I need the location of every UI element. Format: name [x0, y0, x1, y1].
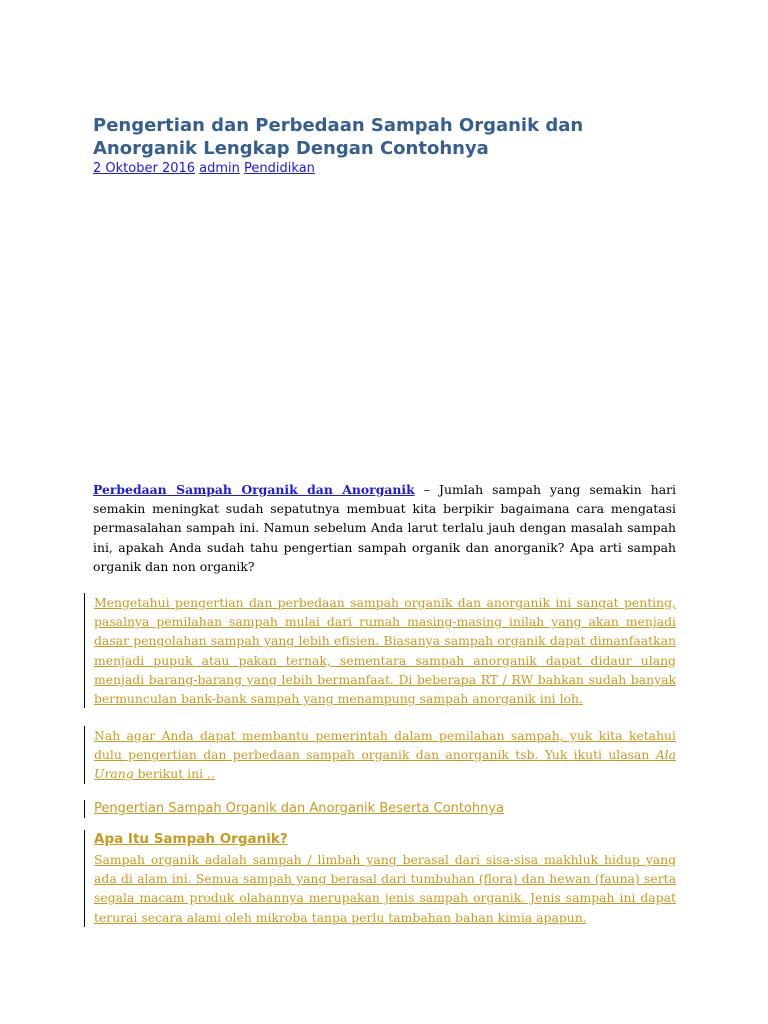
intro-paragraph	[93, 480, 676, 576]
article-meta	[93, 161, 315, 176]
quote-follow-before: Nah agar Anda dapat membantu pemerintah dalam pemilahan sampah, yuk kita ketahui dulu pengertian dan perbedaan sampah organik dan anorganik tsb. Yuk ikuti ulasan	[94, 728, 676, 763]
subsection-heading[interactable]: Apa Itu Sampah Organik?	[94, 831, 288, 847]
date-link[interactable]: 2 Oktober 2016	[93, 161, 196, 176]
blockquote-importance	[84, 593, 676, 708]
quote-follow-italic: Ala Urang	[94, 747, 676, 782]
section-heading[interactable]: Pengertian Sampah Organik dan Anorganik Beserta Contohnya	[94, 801, 505, 816]
blockquote-section-heading	[84, 800, 676, 818]
author-link[interactable]: admin	[199, 161, 240, 176]
quote-importance-text[interactable]: Mengetahui pengertian dan perbedaan sampah organik dan anorganik ini sangat penting, pasalnya pemilahan sampah mulai dari rumah masing-masing inilah yang akan menjadi dasar pengolahan sampah yang lebih efisien. Biasanya sampah organik dapat dimanfaatkan menjadi pupuk atau pakan ternak, sementara sampah anorganik dapat didaur ulang menjadi barang-barang yang lebih bermanfaat. Di beberapa RT / RW bahkan sudah banyak bermunculan bank-bank sampah yang menampung sampah anorganik ini loh.	[94, 595, 676, 707]
article-title: Pengertian dan Perbedaan Sampah Organik dan Anorganik Lengkap Dengan Contohnya	[93, 115, 584, 159]
blockquote-follow-review	[84, 726, 676, 784]
blockquote-organic-definition	[84, 830, 676, 927]
quote-follow-text[interactable]	[94, 726, 676, 784]
intro-text: – Jumlah sampah yang semakin hari semakin meningkat sudah sepatutnya membuat kita berpikir bagaimana cara mengatasi permasalahan sampah ini. Namun sebelum Anda larut terlalu jauh dengan masalah sampah ini, apakah Anda sudah tahu pengertian sampah organik dan anorganik? Apa arti sampah organik dan non organik?	[93, 482, 677, 574]
intro-link[interactable]: Perbedaan Sampah Organik dan Anorganik	[93, 482, 415, 497]
quote-follow-after: berikut ini ..	[133, 766, 215, 782]
subsection-text[interactable]: Sampah organik adalah sampah / limbah yang berasal dari sisa-sisa makhluk hidup yang ada di alam ini. Semua sampah yang berasal dari tumbuhan (flora) dan hewan (fauna) serta segala macam produk olahannya merupakan jenis sampah organik. Jenis sampah ini dapat terurai secara alami oleh mikroba tanpa perlu tambahan bahan kimia apapun.	[94, 852, 676, 925]
category-link[interactable]: Pendidikan	[244, 161, 315, 176]
